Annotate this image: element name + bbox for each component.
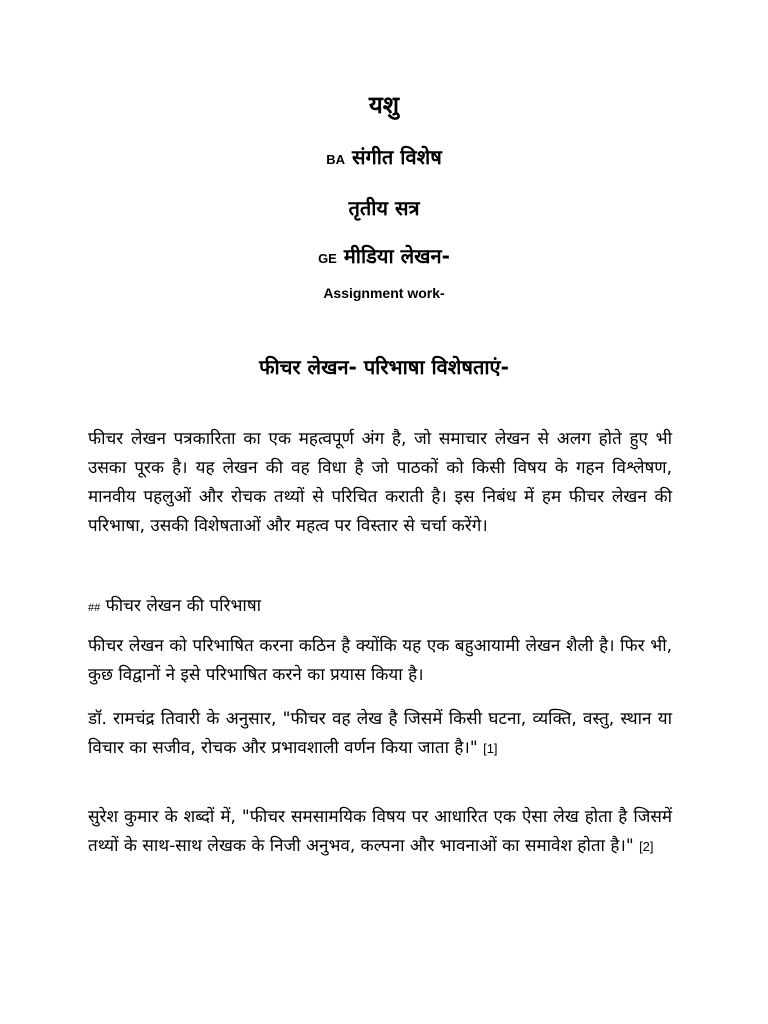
reference-2: [2] — [639, 839, 654, 854]
section-heading-text: फीचर लेखन की परिभाषा — [105, 596, 262, 616]
section-heading — [88, 592, 672, 623]
intro-paragraph-block — [88, 425, 672, 541]
section-marker: ## — [88, 602, 101, 614]
quote1-block — [88, 705, 672, 763]
quote2-block — [88, 803, 672, 861]
quote2-text: सुरेश कुमार के शब्दों में, "फीचर समसामयिक विषय पर आधारित एक ऐसा लेख होता है जिसमें तथ्यों के साथ-साथ लेखक के निजी अनुभव, कल्पना और भावनाओं का समावेश होता है।" — [88, 807, 672, 856]
paper-line — [0, 242, 768, 269]
section-heading-block — [88, 592, 672, 623]
quote1-paragraph — [88, 705, 672, 763]
definition-intro-paragraph: फीचर लेखन को परिभाषित करना कठिन है क्योंकि यह एक बहुआयामी लेखन शैली है। फिर भी, कुछ विद्वानों ने इसे परिभाषित करने का प्रयास किया है। — [88, 636, 672, 685]
paper-prefix: GE — [318, 251, 337, 266]
definition-intro-block — [88, 632, 672, 690]
quote1-text: डॉ. रामचंद्र तिवारी के अनुसार, "फीचर वह लेख है जिसमें किसी घटना, व्यक्ति, वस्तु, स्थान या विचार का सजीव, रोचक और प्रभावशाली वर्णन किया जाता है।" — [88, 709, 672, 758]
course-title: संगीत विशेष — [351, 145, 442, 169]
semester-line: तृतीय सत्र — [348, 196, 420, 220]
course-line — [0, 143, 768, 170]
quote2-paragraph — [88, 803, 672, 861]
reference-1: [1] — [483, 741, 498, 756]
topic-heading: फीचर लेखन- परिभाषा विशेषताएं- — [259, 355, 509, 379]
intro-paragraph: फीचर लेखन पत्रकारिता का एक महत्वपूर्ण अंग है, जो समाचार लेखन से अलग होते हुए भी उसका पूरक है। यह लेखन की वह विधा है जो पाठकों को किसी विषय के गहन विश्लेषण, मानवीय पहलुओं और रोचक तथ्यों से परिचित कराती है। इस निबंध में हम फीचर लेखन की परिभाषा, उसकी विशेषताओं और महत्व पर विस्तार से चर्चा करेंगे। — [88, 429, 672, 536]
paper-title: मीडिया लेखन- — [343, 244, 450, 268]
assignment-label: Assignment work- — [323, 285, 445, 301]
course-prefix: BA — [326, 152, 345, 167]
student-name: यशु — [368, 91, 400, 119]
